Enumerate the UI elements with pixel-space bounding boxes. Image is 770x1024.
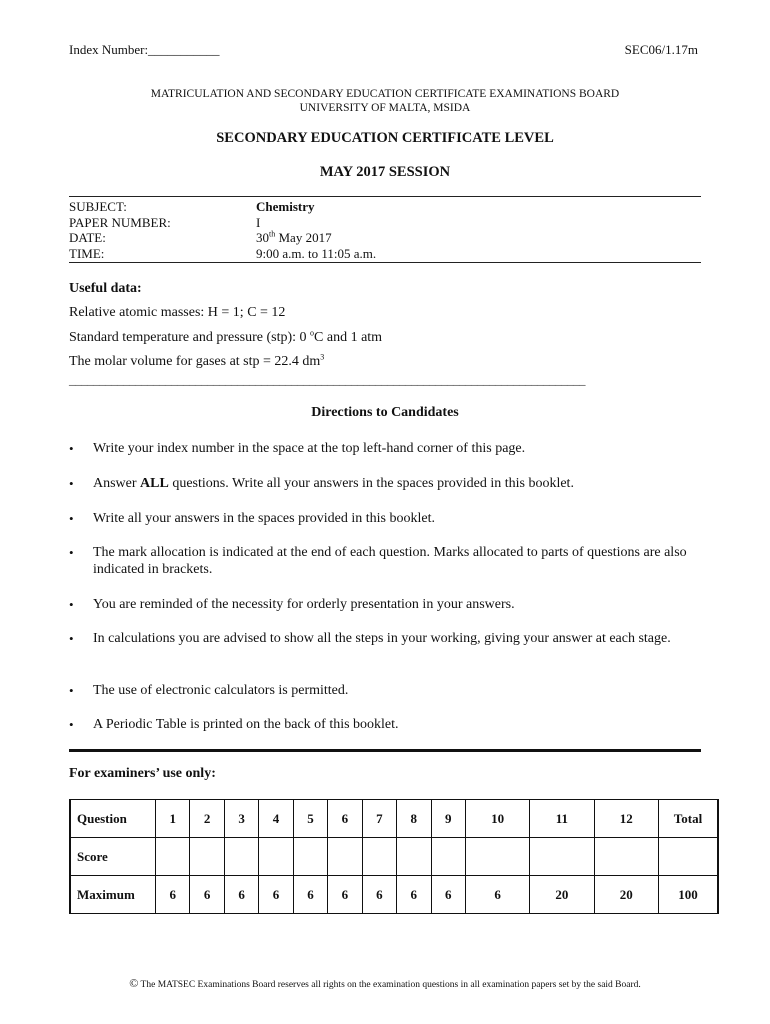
copyright-text: The MATSEC Examinations Board reserves all rights on the examination questions in all examination papers set by the said Board. [138,980,641,990]
score-cell[interactable] [328,838,362,876]
copyright-notice [0,976,770,991]
score-label: Score [70,838,156,876]
score-cell[interactable] [224,838,258,876]
direction-item [69,475,705,492]
total-maximum: 100 [659,876,719,914]
direction-text-b: questions. Write all your answers in the spaces provided in this booklet. [168,476,574,491]
time-label: TIME: [69,245,105,261]
score-cell[interactable] [190,838,224,876]
question-number: 6 [328,800,362,838]
bullet-icon: • [69,631,74,646]
bullet-icon: • [69,545,74,560]
subject-label: SUBJECT: [69,199,127,214]
date-day: 30 [256,230,269,245]
score-cell[interactable] [530,838,594,876]
direction-item [69,510,705,527]
question-number: 9 [431,800,465,838]
date-month-year: May 2017 [275,230,332,245]
date-ordinal: th [269,229,276,239]
molar-volume-line [69,354,324,370]
paper-number-value: I [256,214,261,230]
date-value [256,230,332,246]
direction-text: In calculations you are advised to show all the steps in your working, giving your answer at each stage. [93,631,671,646]
score-cell[interactable] [465,838,529,876]
direction-item [69,596,705,613]
total-label: Total [659,800,719,838]
exam-info-block [69,199,701,261]
maximum-mark: 20 [530,876,594,914]
direction-item [69,440,705,457]
question-number: 1 [156,800,190,838]
time-value: 9:00 a.m. to 11:05 a.m. [256,245,377,261]
question-number: 4 [259,800,293,838]
paper-code: SEC06/1.17m [624,42,698,57]
direction-item [69,682,705,699]
direction-text: A Periodic Table is printed on the back of this booklet. [93,717,399,732]
dashed-separator: ______________________________________________________________________________________ [69,372,585,387]
question-number: 8 [397,800,431,838]
question-number: 11 [530,800,594,838]
board-name: MATRICULATION AND SECONDARY EDUCATION CERTIFICATE EXAMINATIONS BOARD [150,88,620,100]
direction-text: Write all your answers in the spaces provided in this booklet. [93,511,435,526]
bullet-icon: • [69,683,74,698]
score-cell[interactable] [293,838,327,876]
maximum-mark: 6 [397,876,431,914]
paper-number-row [69,215,701,231]
score-cell[interactable] [259,838,293,876]
stp-text-a: Standard temperature and pressure (stp): 0 [69,330,311,345]
certificate-level-title: SECONDARY EDUCATION CERTIFICATE LEVEL [216,130,554,146]
direction-text-bold: ALL [140,476,169,491]
cubed-superscript: 3 [320,352,325,362]
score-cell[interactable] [362,838,396,876]
bullet-icon: • [69,597,74,612]
direction-item [69,716,705,733]
maximum-mark: 6 [156,876,190,914]
direction-text: The mark allocation is indicated at the end of each question. Marks allocated to parts of questions are also indicated in brackets. [93,545,687,577]
score-cell[interactable] [594,838,658,876]
total-score-cell[interactable] [659,838,719,876]
question-number: 10 [465,800,529,838]
maximum-mark: 6 [362,876,396,914]
direction-text-a: Answer [93,476,141,491]
question-number: 2 [190,800,224,838]
subject-row [69,199,701,215]
university-name: UNIVERSITY OF MALTA, MSIDA [299,102,471,114]
marks-table [69,799,719,914]
date-row [69,230,701,246]
session-title: MAY 2017 SESSION [319,164,451,180]
degree-symbol: o [310,328,315,338]
question-number: 3 [224,800,258,838]
molar-volume-text: The molar volume for gases at stp = 22.4 dm [69,354,321,369]
maximum-mark: 6 [465,876,529,914]
section-divider [69,749,701,752]
question-number: 5 [293,800,327,838]
directions-title: Directions to Candidates [311,405,459,420]
score-cell[interactable] [156,838,190,876]
bullet-icon: • [69,511,74,526]
direction-text: The use of electronic calculators is permitted. [93,683,349,698]
maximum-mark: 6 [190,876,224,914]
maximum-mark: 6 [259,876,293,914]
useful-data-title: Useful data: [69,281,142,296]
bullet-icon: • [69,441,74,456]
stp-line [69,330,382,346]
score-row [70,838,718,876]
direction-text: You are reminded of the necessity for orderly presentation in your answers. [93,597,515,612]
maximum-mark: 6 [328,876,362,914]
direction-item [69,544,705,578]
maximum-label: Maximum [70,876,156,914]
direction-item [69,630,705,647]
direction-text [93,475,705,492]
info-bottom-rule [69,262,701,263]
maximum-row [70,876,718,914]
maximum-mark: 6 [293,876,327,914]
info-top-rule [69,196,701,197]
copyright-icon: © [129,976,139,990]
subject-value: Chemistry [256,199,315,214]
bullet-icon: • [69,476,74,491]
score-cell[interactable] [397,838,431,876]
date-label: DATE: [69,230,106,245]
stp-text-b: C and 1 atm [314,330,383,345]
paper-number-label: PAPER NUMBER: [69,214,171,230]
question-number: 7 [362,800,396,838]
examiners-use-title: For examiners’ use only: [69,766,216,781]
maximum-mark: 20 [594,876,658,914]
time-row [69,246,701,262]
bullet-icon: • [69,717,74,732]
question-row [70,800,718,838]
maximum-mark: 6 [431,876,465,914]
direction-text: Write your index number in the space at the top left-hand corner of this page. [93,441,526,456]
atomic-masses-line: Relative atomic masses: H = 1; C = 12 [69,305,286,320]
maximum-mark: 6 [224,876,258,914]
score-cell[interactable] [431,838,465,876]
question-label: Question [70,800,156,838]
index-number-field: Index Number:___________ [69,42,220,57]
question-number: 12 [594,800,658,838]
